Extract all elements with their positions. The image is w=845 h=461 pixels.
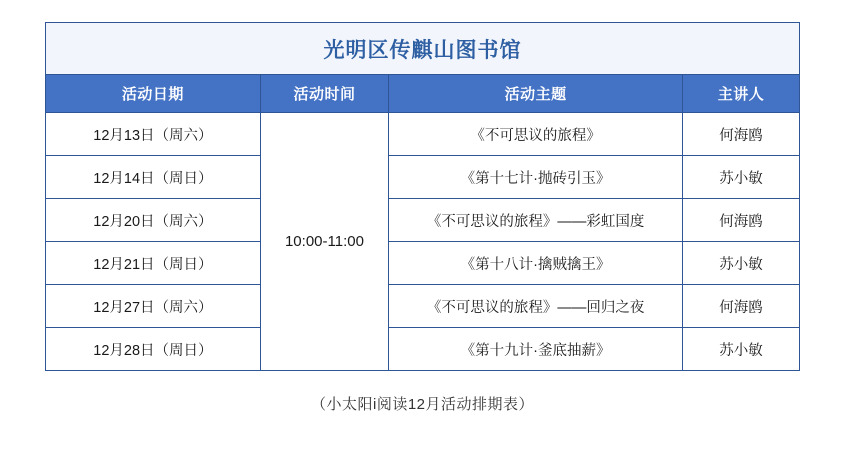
schedule-table <box>45 22 800 371</box>
column-header-topic: 活动主题 <box>389 75 683 113</box>
cell-topic: 《不可思议的旅程》 <box>389 113 683 156</box>
cell-topic: 《不可思议的旅程》——彩虹国度 <box>389 199 683 242</box>
column-header-speaker: 主讲人 <box>683 75 800 113</box>
cell-speaker: 何海鸥 <box>683 285 800 328</box>
table-row <box>46 156 800 199</box>
cell-speaker: 何海鸥 <box>683 199 800 242</box>
cell-date: 12月13日（周六） <box>46 113 261 156</box>
cell-date: 12月28日（周日） <box>46 328 261 371</box>
cell-date: 12月21日（周日） <box>46 242 261 285</box>
cell-date: 12月14日（周日） <box>46 156 261 199</box>
cell-speaker: 苏小敏 <box>683 242 800 285</box>
cell-speaker: 苏小敏 <box>683 156 800 199</box>
cell-date: 12月27日（周六） <box>46 285 261 328</box>
table-row <box>46 285 800 328</box>
cell-speaker: 何海鸥 <box>683 113 800 156</box>
column-header-time: 活动时间 <box>260 75 388 113</box>
page-title: 光明区传麒山图书馆 <box>46 23 800 75</box>
table-row <box>46 113 800 156</box>
table-title-row <box>46 23 800 75</box>
cell-topic: 《第十八计·擒贼擒王》 <box>389 242 683 285</box>
table-row <box>46 199 800 242</box>
table-row <box>46 242 800 285</box>
cell-topic: 《不可思议的旅程》——回归之夜 <box>389 285 683 328</box>
table-header-row <box>46 75 800 113</box>
schedule-table-container <box>45 22 800 371</box>
cell-topic: 《第十七计·抛砖引玉》 <box>389 156 683 199</box>
cell-time-shared: 10:00-11:00 <box>260 113 388 371</box>
cell-topic: 《第十九计·釜底抽薪》 <box>389 328 683 371</box>
cell-speaker: 苏小敏 <box>683 328 800 371</box>
table-row <box>46 328 800 371</box>
cell-date: 12月20日（周六） <box>46 199 261 242</box>
column-header-date: 活动日期 <box>46 75 261 113</box>
table-caption: （小太阳i阅读12月活动排期表） <box>310 396 535 413</box>
